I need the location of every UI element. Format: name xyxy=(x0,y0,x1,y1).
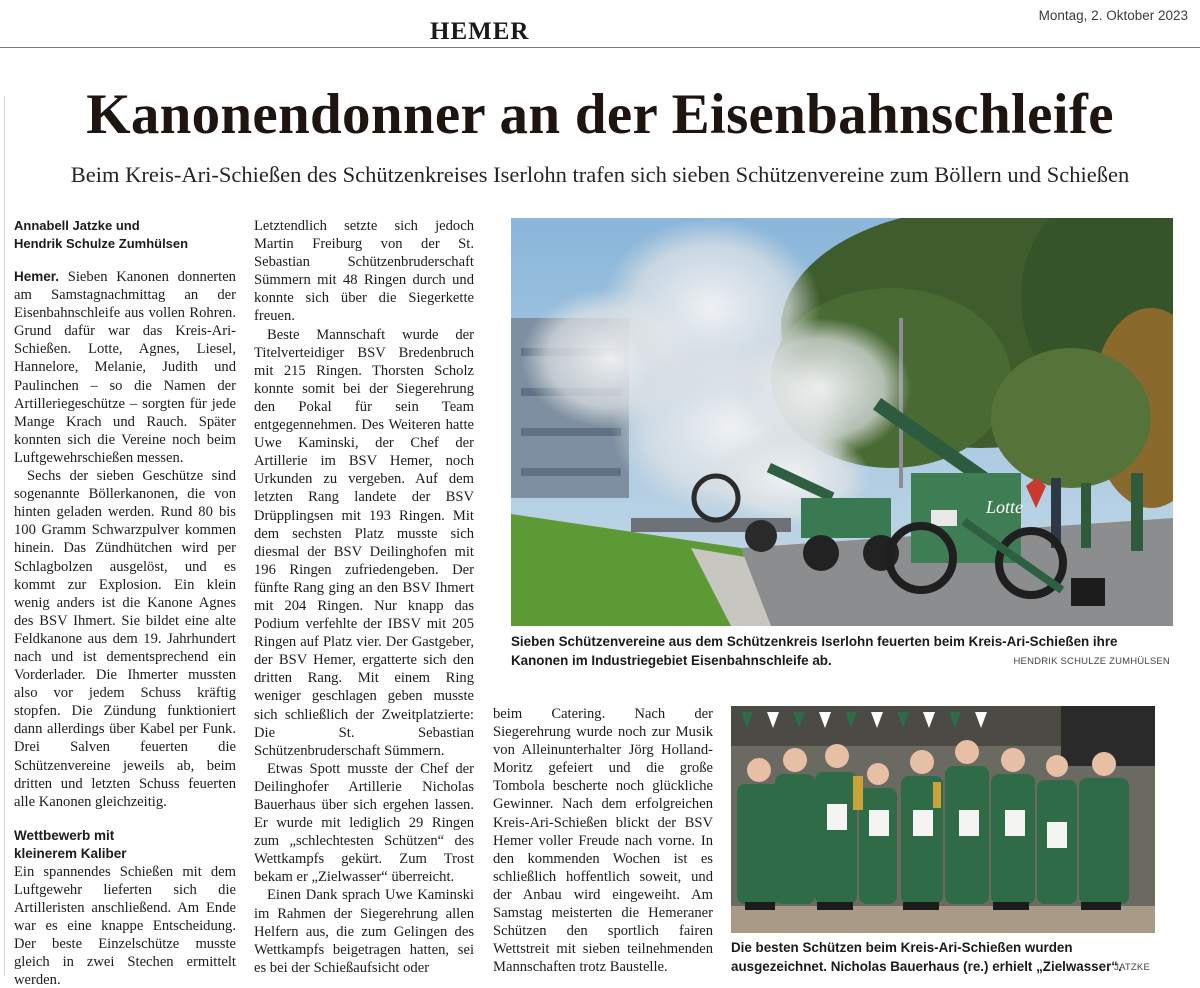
paragraph: Sechs der sieben Geschütze sind sogenannte Böllerkanonen, die von hinten geladen werden. Rund 80 bis 100 Gramm Schwarzpulver kommen hinein. Das Zündhütchen wird per Schlagbolzen ausgelöst, und es kommt zur Explosion. Ein klein wenig anders ist die Kanone Agnes des BSV Ihmert. Sie bildet eine alte Feldkanone aus dem 19. Jahrhundert nach und ist dementsprechend ein Vorderlader. Die Ihmerter mussten also vor jedem Schuss kräftig stopfen. Die Zündung funktioniert dann allerdings über Kabel per Funk. Drei Salven feuerten die Schützenvereine jeweils ab, beim dritten und letzten Schuss feuerten alle Kanonen gleichzeitig. xyxy=(14,468,236,810)
byline xyxy=(14,217,236,253)
text-column-2 xyxy=(254,217,474,977)
group-photo-caption: Die besten Schützen beim Kreis-Ari-Schießen wurden ausgezeichnet. Nicholas Bauerhaus (re.) erhielt „Zielwasser“. xyxy=(731,940,1122,974)
paragraph: Etwas Spott musste der Chef der Deilinghofer Artillerie Nicholas Bauerhaus über sich ergehen lassen. Er wurde mit lediglich 29 Ringen zum „schlechtesten Schützen“ des Wettkampfs gekürt. Zum Trost bekam er „Zielwasser“ überreicht. xyxy=(254,760,474,886)
cannon-name-label: Lotte xyxy=(986,497,1024,517)
byline-author-1: Annabell Jatzke und xyxy=(14,218,140,233)
subheading-line-2: kleinerem Kaliber xyxy=(14,845,127,861)
winners-group-illustration xyxy=(731,706,1155,933)
paragraph: Ein spannendes Schießen mit dem Luftgewehr lieferten sich die Artilleristen anschließend. Am Ende war es eine knappe Entscheidung. Der beste Einzelschütze musste gleich in zwei Stechen ermittelt werden. xyxy=(14,863,236,988)
text-column-3 xyxy=(493,705,713,976)
paragraph xyxy=(14,268,236,467)
margin-rule xyxy=(4,96,5,976)
section-label: HEMER xyxy=(430,18,530,45)
subheading-line-1: Wettbewerb mit xyxy=(14,827,115,843)
header-rule xyxy=(0,47,1200,48)
page-header xyxy=(0,0,1200,50)
cannon-photo-credit: HENDRIK SCHULZE ZUMHÜLSEN xyxy=(1013,656,1170,667)
cannon-photo-illustration xyxy=(511,218,1173,626)
dateline: Hemer. xyxy=(14,269,60,284)
text-column-1 xyxy=(14,217,236,988)
article-subhead: Beim Kreis-Ari-Schießen des Schützenkreises Iserlohn trafen sich sieben Schützenvereine zum Böllern und Schießen xyxy=(70,162,1130,187)
paragraph-text: Sieben Kanonen donnerten am Samstagnachmittag an der Eisenbahnschleife aus vollen Rohren. Grund dafür war das Kreis-Ari-Schießen. Lotte, Agnes, Liesel, Hannelore, Melanie, Judith und Paulinchen – so die Namen der Artilleriegeschütze – sorgten für jede Mange Krach und Rauch. Später konnten sich die Vereine noch beim Luftgewehrschießen messen. xyxy=(14,269,236,466)
byline-author-2: Hendrik Schulze Zumhülsen xyxy=(14,236,189,251)
paragraph: Beste Mannschaft wurde der Titelverteidiger BSV Bredenbruch mit 215 Ringen. Thorsten Scholz konnte somit bei der Siegerehrung den Pokal für sein Team entgegennehmen. Des Weiteren hatte Uwe Kaminski, der Chef der Artillerie im BSV Hemer, noch Urkunden zu vergeben. Auf dem letzten Rang landete der BSV Drüpplingsen mit 193 Ringen. Mit dem sechsten Platz musste sich diesmal der BSV Deilinghofen mit 196 Ringen zufriedengeben. Der fünfte Rang ging an den BSV Ihmert mit 204 Ringen. Nur knapp das Podium verfehlte der IBSV mit 205 Ringen auf Platz vier. Der Gastgeber, der BSV Hemer, ergatterte sich den dritten Rang. Mit einem Ring weniger geschlagen geben musste sich schließlich der Zweitplatzierte: Die St. Sebastian Schützenbruderschaft Sümmern. xyxy=(254,326,474,759)
group-photo-credit: JATZKE xyxy=(1114,962,1150,973)
winners-group-photo xyxy=(731,706,1155,933)
cannon-photo xyxy=(511,218,1173,626)
paragraph: beim Catering. Nach der Siegerehrung wurde noch zur Musik von Alleinunterhalter Jörg Holland-Moritz gefeiert und die große Tombola bescherte noch glückliche Gewinner. Nach dem erfolgreichen Kreis-Ari-Schießen blickt der BSV Hemer voller Freude nach vorne. In den kommenden Wochen ist es schließlich hoffentlich soweit, und der Anbau wird eingeweiht. Am Samstag meisterten die Hemeraner Schützen den sportlich fairen Wettstreit mit sieben teilnehmenden Mannschaften trotz Baustelle. xyxy=(493,706,713,976)
article-headline: Kanonendonner an der Eisenbahnschleife xyxy=(86,83,1114,146)
cannon-photo-caption: Sieben Schützenvereine aus dem Schützenkreis Iserlohn feuerten beim Kreis-Ari-Schießen ihre Kanonen im Industriegebiet Eisenbahnschleife ab. xyxy=(511,634,1118,668)
paragraph: Einen Dank sprach Uwe Kaminski im Rahmen der Siegerehrung allen Helfern aus, die zum Gelingen des Wettkampfs beigetragen hatten, sei es bei der Schießaufsicht oder xyxy=(254,887,474,976)
subheading xyxy=(14,827,236,863)
paragraph: Letztendlich setzte sich jedoch Martin Freiburg von der St. Sebastian Schützenbruderschaft Sümmern mit 48 Ringen durch und konnte sich über die Siegerkette freuen. xyxy=(254,218,474,325)
issue-date: Montag, 2. Oktober 2023 xyxy=(1038,8,1188,23)
